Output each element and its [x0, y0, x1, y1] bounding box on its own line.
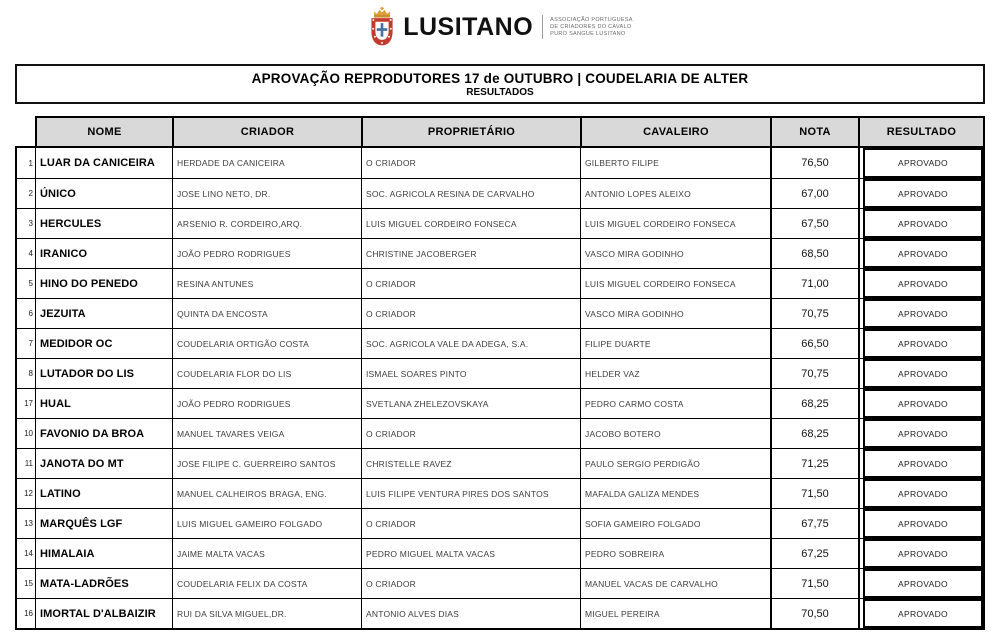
owner-name: LUIS MIGUEL CORDEIRO FONSECA	[361, 208, 580, 238]
breeder-name: MANUEL TAVARES VEIGA	[172, 418, 361, 448]
row-number: 17	[17, 388, 35, 418]
row-number: 2	[17, 178, 35, 208]
horse-name: HERCULES	[35, 208, 172, 238]
result-badge: APROVADO	[863, 239, 983, 268]
rider-name: MANUEL VACAS DE CARVALHO	[580, 568, 770, 598]
owner-name: O CRIADOR	[361, 568, 580, 598]
table-row	[17, 448, 983, 478]
column-header-resultado: RESULTADO	[858, 116, 985, 146]
document-title: APROVAÇÃO REPRODUTORES 17 de OUTUBRO | COUDELARIA DE ALTER	[251, 71, 749, 86]
brand-tagline	[550, 17, 633, 38]
owner-name: O CRIADOR	[361, 508, 580, 538]
result-cell	[858, 478, 983, 508]
result-cell	[858, 298, 983, 328]
owner-name: CHRISTINE JACOBERGER	[361, 238, 580, 268]
result-badge: APROVADO	[863, 539, 983, 568]
owner-name: O CRIADOR	[361, 268, 580, 298]
breeder-name: HERDADE DA CANICEIRA	[172, 148, 361, 178]
horse-name: HINO DO PENEDO	[35, 268, 172, 298]
rider-name: HELDER VAZ	[580, 358, 770, 388]
score-value: 67,00	[770, 178, 858, 208]
result-cell	[858, 388, 983, 418]
result-cell	[858, 238, 983, 268]
table-row	[17, 538, 983, 568]
result-cell	[858, 208, 983, 238]
row-number: 13	[17, 508, 35, 538]
row-number: 15	[17, 568, 35, 598]
column-header-cavaleiro: CAVALEIRO	[580, 116, 770, 146]
column-header-criador: CRIADOR	[172, 116, 361, 146]
rider-name: LUIS MIGUEL CORDEIRO FONSECA	[580, 208, 770, 238]
score-value: 71,25	[770, 448, 858, 478]
owner-name: LUIS FILIPE VENTURA PIRES DOS SANTOS	[361, 478, 580, 508]
result-cell	[858, 358, 983, 388]
result-badge: APROVADO	[863, 359, 983, 388]
result-badge: APROVADO	[863, 599, 983, 628]
breeder-name: COUDELARIA FELIX DA COSTA	[172, 568, 361, 598]
owner-name: ANTONIO ALVES DIAS	[361, 598, 580, 628]
rider-name: PEDRO CARMO COSTA	[580, 388, 770, 418]
result-badge: APROVADO	[863, 299, 983, 328]
result-cell	[858, 568, 983, 598]
row-number: 1	[28, 158, 33, 168]
table-row	[17, 568, 983, 598]
owner-name: O CRIADOR	[361, 298, 580, 328]
row-number: 7	[17, 328, 35, 358]
owner-name: ISMAEL SOARES PINTO	[361, 358, 580, 388]
result-cell	[858, 538, 983, 568]
row-number: 8	[17, 358, 35, 388]
table-row	[17, 208, 983, 238]
horse-name: MEDIDOR OC	[35, 328, 172, 358]
table-row	[17, 358, 983, 388]
result-cell	[858, 268, 983, 298]
score-value: 71,50	[770, 568, 858, 598]
score-value: 70,50	[770, 598, 858, 628]
table-row	[17, 478, 983, 508]
rider-name: GILBERTO FILIPE	[580, 148, 770, 178]
row-number: 10	[17, 418, 35, 448]
horse-name: JANOTA DO MT	[35, 448, 172, 478]
horse-name: ÚNICO	[35, 178, 172, 208]
table-row	[17, 298, 983, 328]
table-row	[17, 388, 983, 418]
document-title-box	[15, 64, 985, 104]
result-cell	[858, 418, 983, 448]
rider-name: MAFALDA GALIZA MENDES	[580, 478, 770, 508]
table-row	[17, 508, 983, 538]
score-value: 70,75	[770, 358, 858, 388]
breeder-name: LUIS MIGUEL GAMEIRO FOLGADO	[172, 508, 361, 538]
breeder-name: MANUEL CALHEIROS BRAGA, ENG.	[172, 478, 361, 508]
table-row	[17, 148, 983, 178]
result-cell	[858, 508, 983, 538]
owner-name: CHRISTELLE RAVEZ	[361, 448, 580, 478]
owner-name: O CRIADOR	[361, 418, 580, 448]
result-badge: APROVADO	[863, 148, 983, 178]
table-header-row	[35, 116, 985, 146]
brand-wordmark: LUSITANO	[403, 12, 534, 41]
score-value: 67,75	[770, 508, 858, 538]
result-cell	[858, 598, 983, 628]
document-subtitle: RESULTADOS	[466, 87, 534, 98]
logo-divider	[542, 15, 543, 39]
score-value: 76,50	[770, 148, 858, 178]
result-badge: APROVADO	[863, 479, 983, 508]
lusitano-crest-icon	[367, 6, 397, 48]
row-number: 4	[17, 238, 35, 268]
table-row	[17, 328, 983, 358]
rider-name: PEDRO SOBREIRA	[580, 538, 770, 568]
breeder-name: JOSE FILIPE C. GUERREIRO SANTOS	[172, 448, 361, 478]
table-body	[15, 146, 985, 630]
row-number: 12	[17, 478, 35, 508]
tagline-line: ASSOCIAÇÃO PORTUGUESA	[550, 16, 633, 23]
horse-name: MARQUÊS LGF	[35, 508, 172, 538]
result-badge: APROVADO	[863, 179, 983, 208]
owner-name: PEDRO MIGUEL MALTA VACAS	[361, 538, 580, 568]
table-row	[17, 238, 983, 268]
breeder-name: JOSE LINO NETO, DR.	[172, 178, 361, 208]
breeder-name: JOÃO PEDRO RODRIGUES	[172, 238, 361, 268]
horse-name: LUAR DA CANICEIRA	[35, 148, 172, 178]
rider-name: PAULO SERGIO PERDIGÃO	[580, 448, 770, 478]
owner-name: O CRIADOR	[361, 148, 580, 178]
row-number: 14	[17, 538, 35, 568]
horse-name: FAVONIO DA BROA	[35, 418, 172, 448]
result-badge: APROVADO	[863, 509, 983, 538]
table-row	[17, 268, 983, 298]
row-number: 16	[17, 598, 35, 628]
score-value: 67,25	[770, 538, 858, 568]
result-cell	[858, 448, 983, 478]
score-value: 70,75	[770, 298, 858, 328]
owner-name: SOC. AGRICOLA RESINA DE CARVALHO	[361, 178, 580, 208]
rider-name: ANTONIO LOPES ALEIXO	[580, 178, 770, 208]
result-cell	[858, 148, 983, 178]
score-value: 68,25	[770, 418, 858, 448]
table-row	[17, 598, 983, 628]
score-value: 68,25	[770, 388, 858, 418]
score-value: 71,50	[770, 478, 858, 508]
breeder-name: QUINTA DA ENCOSTA	[172, 298, 361, 328]
horse-name: IRANICO	[35, 238, 172, 268]
column-header-nota: NOTA	[770, 116, 858, 146]
result-badge: APROVADO	[863, 389, 983, 418]
result-badge: APROVADO	[863, 419, 983, 448]
horse-name: HUAL	[35, 388, 172, 418]
rider-name: SOFIA GAMEIRO FOLGADO	[580, 508, 770, 538]
breeder-name: RESINA ANTUNES	[172, 268, 361, 298]
score-value: 68,50	[770, 238, 858, 268]
rider-name: VASCO MIRA GODINHO	[580, 238, 770, 268]
breeder-name: COUDELARIA ORTIGÃO COSTA	[172, 328, 361, 358]
rider-name: MIGUEL PEREIRA	[580, 598, 770, 628]
tagline-line: PURO SANGUE LUSITANO	[550, 30, 626, 37]
logo-header	[0, 0, 1000, 50]
column-header-proprietario: PROPRIETÁRIO	[361, 116, 580, 146]
rider-name: VASCO MIRA GODINHO	[580, 298, 770, 328]
rider-name: FILIPE DUARTE	[580, 328, 770, 358]
result-badge: APROVADO	[863, 449, 983, 478]
result-badge: APROVADO	[863, 569, 983, 598]
owner-name: SVETLANA ZHELEZOVSKAYA	[361, 388, 580, 418]
horse-name: JEZUITA	[35, 298, 172, 328]
row-number: 6	[17, 298, 35, 328]
score-value: 66,50	[770, 328, 858, 358]
rider-name: LUIS MIGUEL CORDEIRO FONSECA	[580, 268, 770, 298]
row-number: 5	[17, 268, 35, 298]
horse-name: HIMALAIA	[35, 538, 172, 568]
horse-name: MATA-LADRÕES	[35, 568, 172, 598]
breeder-name: JAIME MALTA VACAS	[172, 538, 361, 568]
result-badge: APROVADO	[863, 329, 983, 358]
rider-name: JACOBO BOTERO	[580, 418, 770, 448]
horse-name: LATINO	[35, 478, 172, 508]
row-number: 11	[17, 448, 35, 478]
horse-name: LUTADOR DO LIS	[35, 358, 172, 388]
tagline-line: DE CRIADORES DO CAVALO	[550, 23, 632, 30]
column-header-nome: NOME	[35, 116, 172, 146]
row-number: 3	[17, 208, 35, 238]
result-badge: APROVADO	[863, 269, 983, 298]
table-row	[17, 178, 983, 208]
owner-name: SOC. AGRICOLA VALE DA ADEGA, S.A.	[361, 328, 580, 358]
results-table	[15, 116, 985, 630]
breeder-name: JOÃO PEDRO RODRIGUES	[172, 388, 361, 418]
horse-name: IMORTAL D'ALBAIZIR	[35, 598, 172, 628]
score-value: 67,50	[770, 208, 858, 238]
breeder-name: COUDELARIA FLOR DO LIS	[172, 358, 361, 388]
table-row	[17, 418, 983, 448]
result-badge: APROVADO	[863, 209, 983, 238]
result-cell	[858, 328, 983, 358]
result-cell	[858, 178, 983, 208]
breeder-name: ARSENIO R. CORDEIRO,ARQ.	[172, 208, 361, 238]
breeder-name: RUI DA SILVA MIGUEL,DR.	[172, 598, 361, 628]
score-value: 71,00	[770, 268, 858, 298]
